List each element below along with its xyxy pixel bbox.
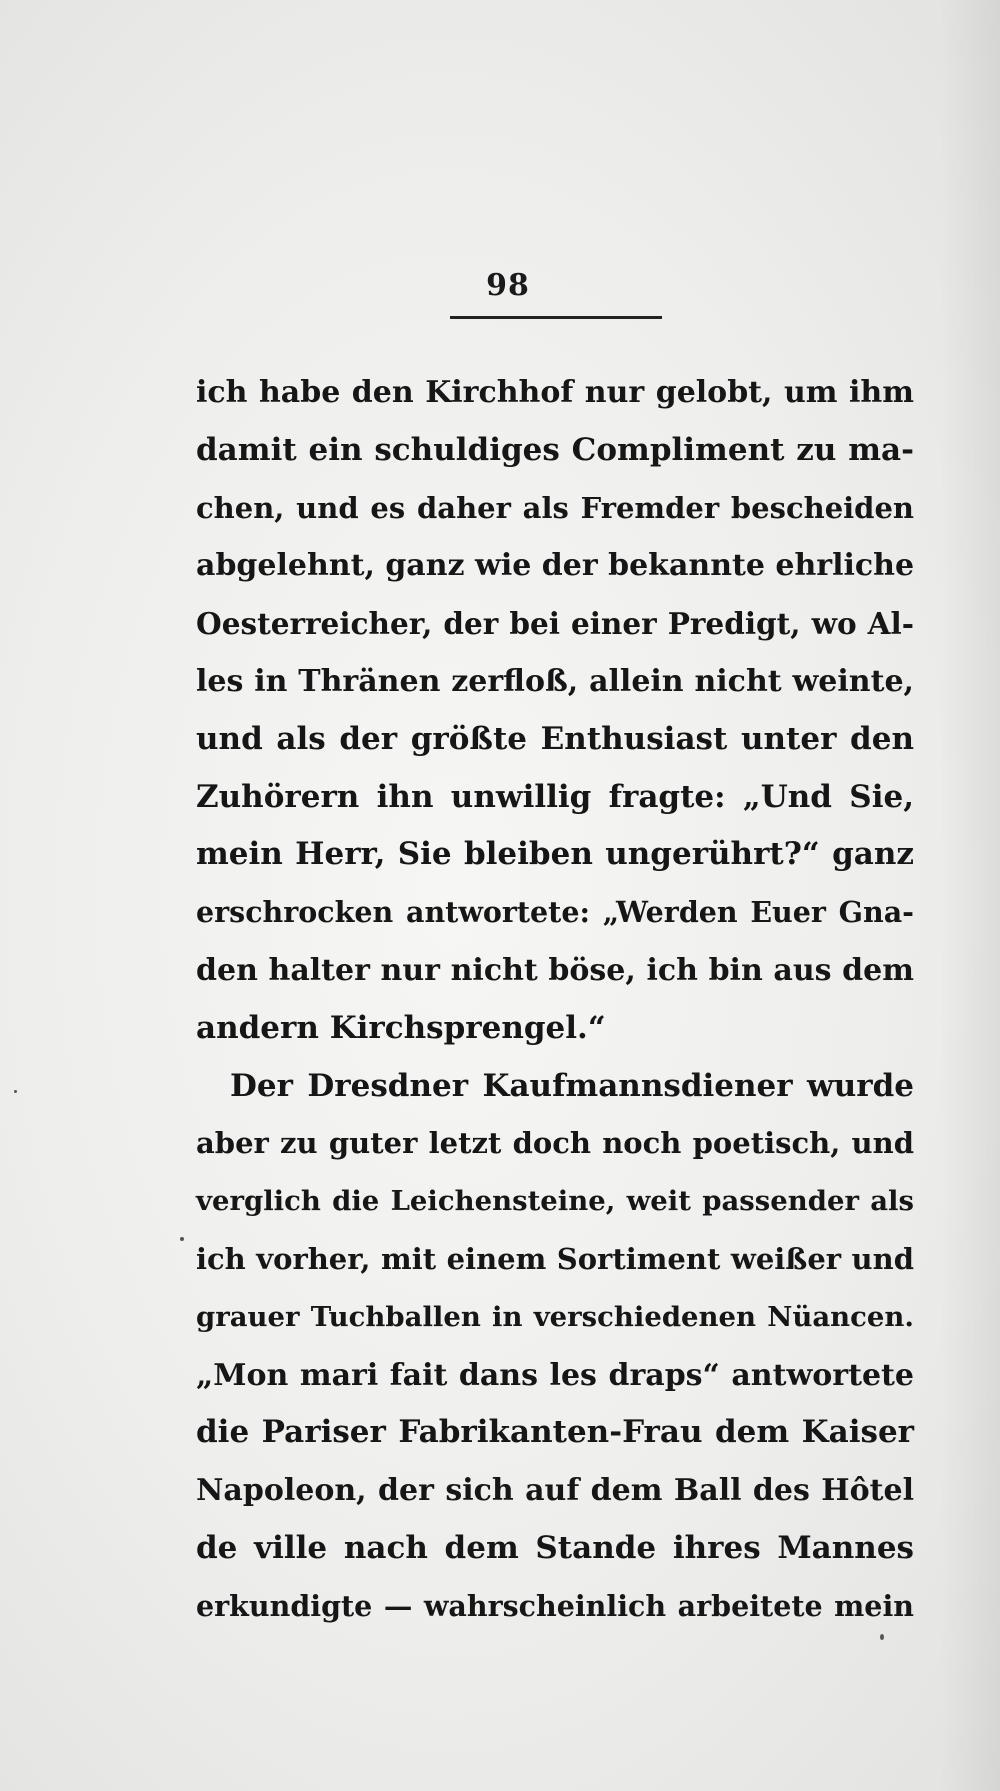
text-line: damit ein schuldiges Compliment zu ma- [196,431,914,468]
paper-speck [14,1090,17,1093]
paper-speck [180,1237,184,1241]
text-line: andern Kirchsprengel.“ [196,1009,606,1046]
text-line: und als der größte Enthusiast unter den [196,720,914,757]
text-line: ich habe den Kirchhof nur gelobt, um ihm [196,375,914,410]
text-line: les in Thränen zerfloß, allein nicht weinte, [196,663,914,699]
text-line: de ville nach dem Stande ihres Mannes [196,1529,914,1566]
text-line: Oesterreicher, der bei einer Predigt, wo Al- [196,606,914,642]
header-rule [450,316,662,319]
page-number: 98 [486,268,530,303]
text-line: erkundigte — wahrscheinlich arbeitete mein [196,1588,914,1623]
body-text [196,364,914,1636]
text-line: Zuhörern ihn unwillig fragte: „Und Sie, [196,778,914,815]
text-line: aber zu guter letzt doch noch poetisch, und [196,1126,914,1161]
text-line: erschrocken antwortete: „Werden Euer Gna- [196,895,914,930]
text-line: die Pariser Fabrikanten-Frau dem Kaiser [196,1414,914,1451]
text-line: Der Dresdner Kaufmannsdiener wurde [230,1067,914,1104]
text-line: grauer Tuchballen in verschiedenen Nüancen. [196,1300,914,1333]
text-line: mein Herr, Sie bleiben ungerührt?“ ganz [196,836,914,873]
text-line: verglich die Leichensteine, weit passender als [196,1185,914,1218]
text-line: Napoleon, der sich auf dem Ball des Hôtel [196,1473,914,1509]
text-line: abgelehnt, ganz wie der bekannte ehrliche [196,548,915,584]
text-line: „Mon mari fait dans les draps“ antwortete [196,1357,914,1393]
text-line: chen, und es daher als Fremder bescheiden [196,490,914,525]
text-line: den halter nur nicht böse, ich bin aus dem [196,952,914,988]
text-line: ich vorher, mit einem Sortiment weißer und [196,1241,914,1276]
paper-speck [880,1634,884,1640]
